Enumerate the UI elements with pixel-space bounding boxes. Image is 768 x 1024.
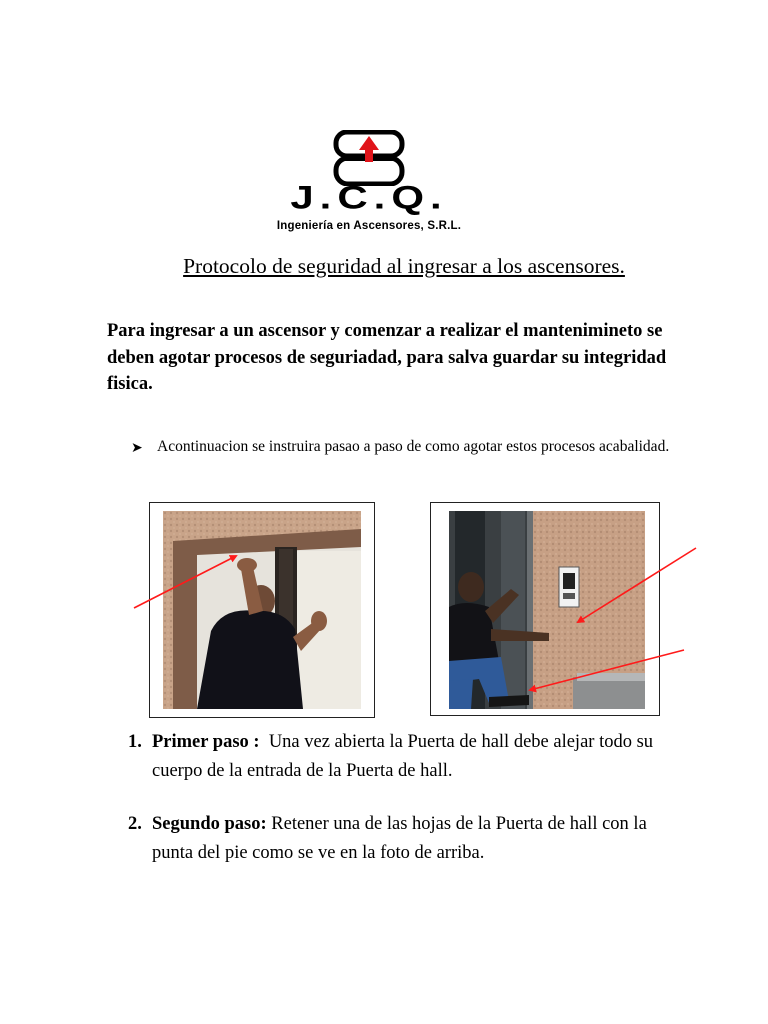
- logo-brand: J.C.Q.: [290, 178, 448, 216]
- photo-left: [149, 502, 375, 718]
- photo-right: [430, 502, 660, 716]
- elevator-eight-logo-icon: [330, 130, 408, 186]
- step-label: Segundo paso:: [152, 814, 267, 834]
- step-number: 1.: [128, 732, 142, 752]
- step-item: [128, 728, 688, 786]
- logo-subtitle: Ingeniería en Ascensores, S.R.L.: [276, 220, 462, 232]
- bullet-text: Acontinuacion se instruira pasao a paso de como agotar estos procesos acabalidad.: [157, 438, 670, 455]
- company-logo: [244, 130, 494, 240]
- step-item: [128, 810, 688, 868]
- intro-paragraph: Para ingresar a un ascensor y comenzar a realizar el mantenimineto se deben agotar procesos de seguriadad, para salva guardar su integridad fisica.: [107, 321, 667, 394]
- step-number: 2.: [128, 814, 142, 834]
- technician-holding-door-photo: [449, 511, 645, 709]
- page-title: Protocolo de seguridad al ingresar a los ascensores.: [183, 254, 625, 278]
- step-text: Una vez abierta la Puerta de hall debe alejar todo su cuerpo de la entrada de la Puerta de hall.: [152, 732, 654, 781]
- technician-opening-door-photo: [163, 511, 361, 709]
- step-label: Primer paso :: [152, 732, 260, 752]
- step-text: Retener una de las hojas de la Puerta de hall con la punta del pie como se ve en la foto de arriba.: [152, 814, 647, 863]
- bullet-item: [133, 436, 673, 458]
- arrowhead-bullet-icon: ➤: [131, 441, 143, 456]
